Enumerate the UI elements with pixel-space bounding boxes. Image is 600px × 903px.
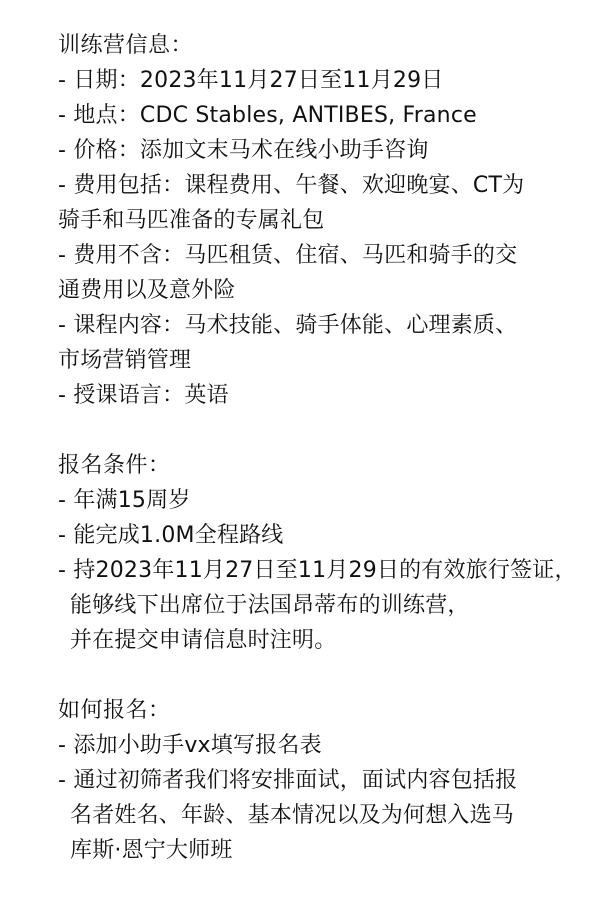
- article-body: [58, 28, 578, 903]
- training-date: - 日期：2023年11月27日至11月29日: [58, 68, 444, 93]
- requirement-age: - 年满15周岁: [58, 488, 191, 513]
- training-content-cont: 市场营销管理: [58, 348, 192, 373]
- training-includes-cont: 骑手和马匹准备的专属礼包: [58, 208, 325, 233]
- training-excludes-cont: 通费用以及意外险: [58, 278, 236, 303]
- requirement-visa-cont2: 并在提交申请信息时注明。: [70, 628, 337, 653]
- requirement-visa: - 持2023年11月27日至11月29日的有效旅行签证，: [58, 558, 577, 583]
- requirement-course: - 能完成1.0M全程路线: [58, 523, 284, 548]
- howto-step-2: - 通过初筛者我们将安排面试，面试内容包括报: [58, 768, 518, 793]
- howto-step-2-cont2: 库斯·恩宁大师班: [70, 838, 233, 863]
- howto-step-2-cont1: 名者姓名、年龄、基本情况以及为何想入选马: [70, 803, 515, 828]
- training-language: - 授课语言：英语: [58, 383, 229, 408]
- requirement-visa-cont1: 能够线下出席位于法国昂蒂布的训练营，: [70, 593, 470, 618]
- howto-title: 如何报名：: [58, 698, 171, 723]
- howto-step-1: - 添加小助手vx填写报名表: [58, 733, 322, 758]
- training-title: 训练营信息：: [58, 33, 194, 58]
- requirements-title: 报名条件：: [58, 453, 171, 478]
- training-price: - 价格：添加文末马术在线小助手咨询: [58, 138, 429, 163]
- requirements-section: [58, 448, 578, 658]
- howto-section: [58, 693, 578, 868]
- training-location: - 地点：CDC Stables, ANTIBES, France: [58, 103, 477, 128]
- training-excludes: - 费用不含：马匹租赁、住宿、马匹和骑手的交: [58, 243, 518, 268]
- training-includes: - 费用包括：课程费用、午餐、欢迎晚宴、CT为: [58, 173, 525, 198]
- training-content: - 课程内容：马术技能、骑手体能、心理素质、: [58, 313, 518, 338]
- training-section: [58, 28, 578, 413]
